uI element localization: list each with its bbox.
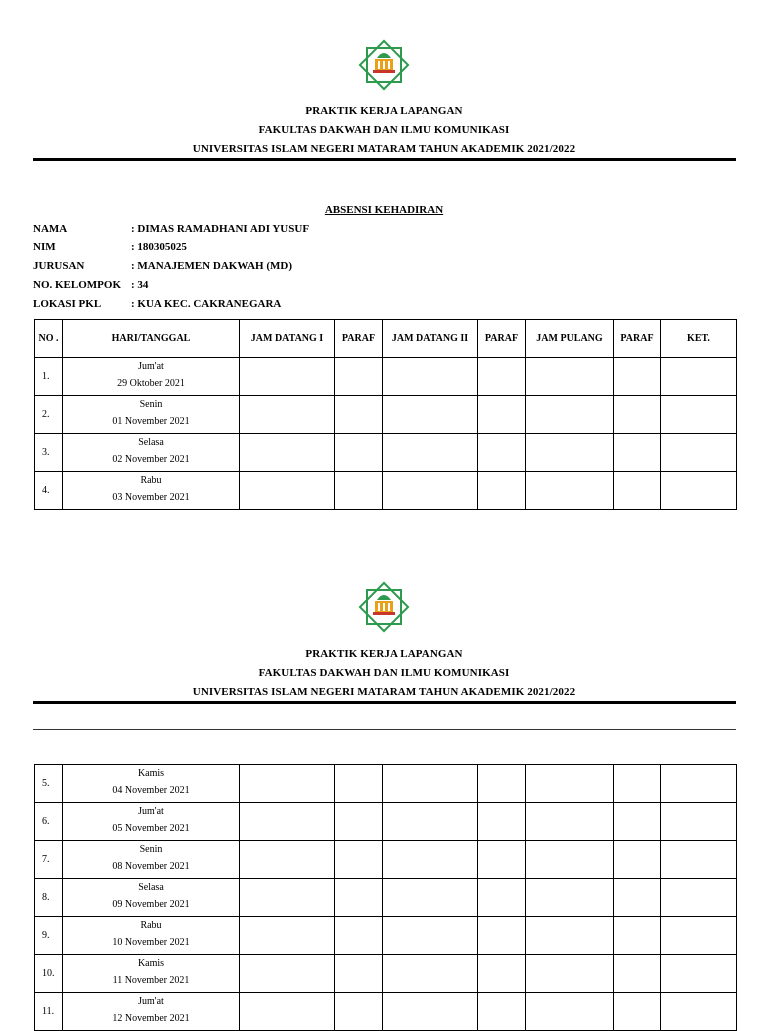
cell-departure [526,396,614,434]
cell-arrival2 [383,841,478,879]
cell-arrival1 [240,917,335,955]
cell-arrival2 [383,803,478,841]
info-label: NO. KELOMPOK [33,279,121,291]
row-date: 02 November 2021 [112,453,190,465]
university-logo [355,36,413,94]
cell-sign1 [335,434,383,472]
info-value: : DIMAS RAMADHANI ADI YUSUF [131,223,310,235]
col-header-no: NO . [35,320,63,358]
cell-sign1 [335,917,383,955]
cell-departure [526,993,614,1031]
cell-notes [661,358,737,396]
cell-arrival1 [240,765,335,803]
cell-arrival2 [383,879,478,917]
cell-departure [526,879,614,917]
cell-sign1 [335,993,383,1031]
row-number: 4. [35,472,63,510]
row-day: Kamis [137,957,165,969]
row-day: Jum'at [138,805,164,817]
cell-departure [526,917,614,955]
row-day: Rabu [140,474,162,486]
cell-arrival1 [240,879,335,917]
row-day: Senin [139,843,163,855]
col-header-sign1: PARAF [335,320,383,358]
row-day-date [63,803,240,841]
row-day-date [63,434,240,472]
table-row [35,396,737,434]
cell-sign3 [614,434,661,472]
cell-arrival1 [240,993,335,1031]
row-day: Kamis [137,767,165,779]
table-row [35,765,737,803]
cell-arrival2 [383,434,478,472]
row-number: 2. [35,396,63,434]
row-number: 11. [35,993,63,1031]
cell-arrival2 [383,396,478,434]
cell-sign3 [614,396,661,434]
cell-sign2 [478,803,526,841]
col-header-arrival2: JAM DATANG II [383,320,478,358]
cell-sign3 [614,917,661,955]
cell-sign1 [335,396,383,434]
row-date: 09 November 2021 [112,898,190,910]
row-day-date [63,472,240,510]
info-label: NIM [33,241,56,253]
row-number: 6. [35,803,63,841]
row-day-date [63,879,240,917]
cell-sign2 [478,434,526,472]
cell-arrival1 [240,841,335,879]
cell-sign2 [478,879,526,917]
cell-sign3 [614,472,661,510]
row-date: 04 November 2021 [112,784,190,796]
cell-notes [661,396,737,434]
section-divider [33,729,736,730]
cell-sign2 [478,993,526,1031]
header-title-line1: PRAKTIK KERJA LAPANGAN [305,105,463,117]
info-value: : 180305025 [131,241,187,253]
row-number: 5. [35,765,63,803]
col-header-sign3: PARAF [614,320,661,358]
row-day-date [63,396,240,434]
cell-notes [661,993,737,1031]
cell-departure [526,472,614,510]
cell-notes [661,879,737,917]
table-row [35,472,737,510]
cell-notes [661,765,737,803]
row-day-date [63,358,240,396]
cell-sign2 [478,955,526,993]
cell-arrival1 [240,472,335,510]
cell-sign3 [614,955,661,993]
cell-sign2 [478,396,526,434]
cell-arrival1 [240,358,335,396]
attendance-table-page2 [34,764,737,1031]
cell-arrival1 [240,803,335,841]
row-date: 08 November 2021 [112,860,190,872]
cell-departure [526,434,614,472]
cell-arrival2 [383,993,478,1031]
info-label: LOKASI PKL [33,298,102,310]
header-title-line3: UNIVERSITAS ISLAM NEGERI MATARAM TAHUN AKADEMIK 2021/2022 [192,686,576,698]
table-row [35,803,737,841]
col-header-arrival1: JAM DATANG I [240,320,335,358]
info-value: : 34 [131,279,149,291]
cell-sign3 [614,841,661,879]
attendance-table-page1 [34,319,737,510]
header-title-line2: FAKULTAS DAKWAH DAN ILMU KOMUNIKASI [258,667,510,679]
cell-sign2 [478,917,526,955]
table-row [35,879,737,917]
cell-departure [526,765,614,803]
info-value: : KUA KEC. CAKRANEGARA [131,298,282,310]
uin-mataram-logo-icon [355,578,413,636]
cell-notes [661,434,737,472]
info-label: NAMA [33,223,68,235]
cell-sign2 [478,765,526,803]
col-header-departure: JAM PULANG [526,320,614,358]
row-day: Jum'at [138,995,164,1007]
cell-sign3 [614,803,661,841]
cell-sign3 [614,993,661,1031]
cell-sign2 [478,472,526,510]
cell-notes [661,472,737,510]
row-number: 8. [35,879,63,917]
document-title: ABSENSI KEHADIRAN [324,204,444,216]
university-logo [355,578,413,636]
row-date: 01 November 2021 [112,415,190,427]
row-date: 10 November 2021 [112,936,190,948]
row-number: 1. [35,358,63,396]
row-number: 3. [35,434,63,472]
row-day: Senin [139,398,163,410]
table-row [35,955,737,993]
row-day: Rabu [140,919,162,931]
cell-departure [526,841,614,879]
col-header-sign2: PARAF [478,320,526,358]
row-day-date [63,917,240,955]
cell-sign3 [614,358,661,396]
table-header-row [35,320,737,358]
cell-notes [661,917,737,955]
cell-departure [526,803,614,841]
cell-arrival2 [383,358,478,396]
cell-notes [661,841,737,879]
table-row [35,917,737,955]
cell-sign1 [335,803,383,841]
row-day-date [63,955,240,993]
info-value: : MANAJEMEN DAKWAH (MD) [131,260,293,272]
cell-sign3 [614,879,661,917]
cell-arrival2 [383,955,478,993]
row-day-date [63,841,240,879]
cell-sign1 [335,472,383,510]
col-header-date: HARI/TANGGAL [63,320,240,358]
cell-departure [526,955,614,993]
cell-notes [661,955,737,993]
header-divider [33,158,736,161]
row-day-date [63,765,240,803]
cell-sign1 [335,955,383,993]
row-day: Jum'at [138,360,164,372]
cell-arrival2 [383,765,478,803]
header-divider [33,701,736,704]
cell-notes [661,803,737,841]
cell-sign1 [335,879,383,917]
cell-sign1 [335,841,383,879]
cell-sign3 [614,765,661,803]
row-date: 05 November 2021 [112,822,190,834]
row-day: Selasa [138,436,164,448]
header-title-line2: FAKULTAS DAKWAH DAN ILMU KOMUNIKASI [258,124,510,136]
row-number: 9. [35,917,63,955]
uin-mataram-logo-icon [355,36,413,94]
cell-arrival2 [383,472,478,510]
row-date: 11 November 2021 [112,974,190,986]
cell-sign1 [335,765,383,803]
row-day-date [63,993,240,1031]
row-date: 29 Oktober 2021 [117,377,185,389]
row-number: 10. [35,955,63,993]
info-label: JURUSAN [33,260,85,272]
row-date: 03 November 2021 [112,491,190,503]
cell-arrival1 [240,434,335,472]
col-header-notes: KET. [661,320,737,358]
cell-arrival1 [240,396,335,434]
table-row [35,993,737,1031]
cell-sign2 [478,358,526,396]
table-row [35,841,737,879]
cell-sign2 [478,841,526,879]
cell-arrival2 [383,917,478,955]
row-date: 12 November 2021 [112,1012,190,1024]
cell-departure [526,358,614,396]
row-day: Selasa [138,881,164,893]
header-title-line1: PRAKTIK KERJA LAPANGAN [305,648,463,660]
header-title-line3: UNIVERSITAS ISLAM NEGERI MATARAM TAHUN AKADEMIK 2021/2022 [192,143,576,155]
table-row [35,358,737,396]
table-row [35,434,737,472]
cell-arrival1 [240,955,335,993]
row-number: 7. [35,841,63,879]
cell-sign1 [335,358,383,396]
